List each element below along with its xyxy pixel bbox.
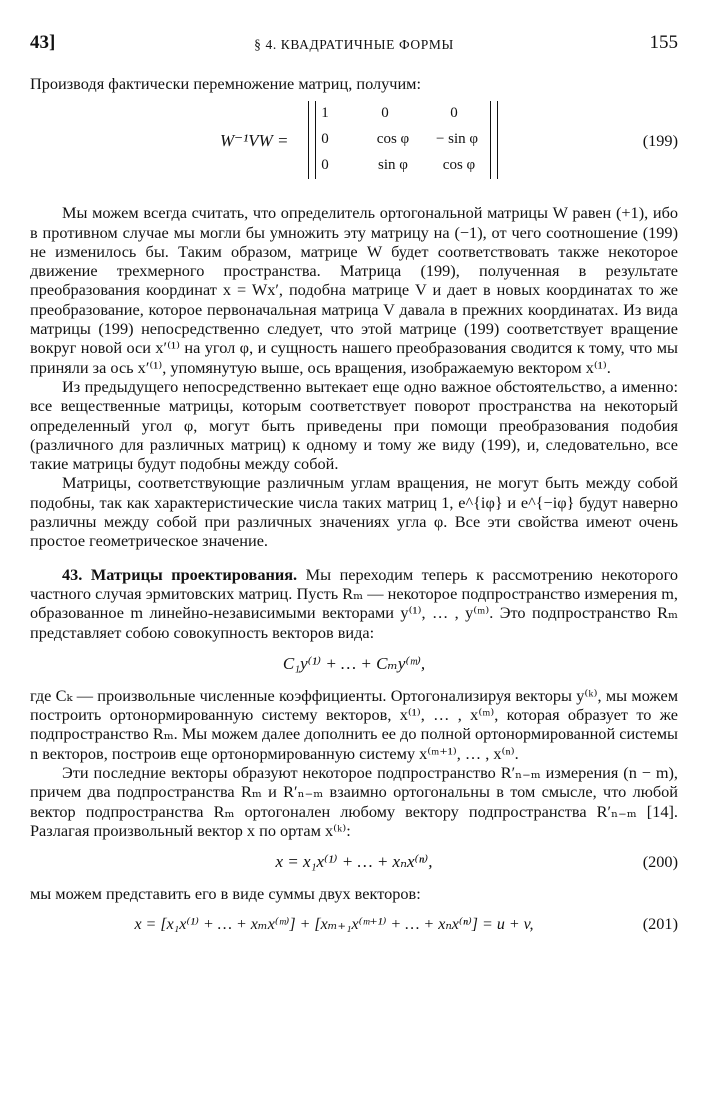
- matrix-cell: − sin φ: [435, 131, 479, 148]
- matrix-cell: cos φ: [376, 131, 410, 148]
- page: [30, 28, 678, 944]
- running-title: § 4. КВАДРАТИЧНЫЕ ФОРМЫ: [254, 37, 454, 52]
- equation-number: (200): [642, 852, 678, 872]
- section-title: 43. Матрицы проектирования.: [62, 564, 298, 584]
- formula-text: x = x₁x⁽¹⁾ + … + xₙx⁽ⁿ⁾,: [275, 852, 433, 872]
- paragraph: где Cₖ — произвольные численные коэффициенты. Ортогонализируя векторы y⁽ᵏ⁾, мы можем построить ортонормированную систему векторов, x⁽¹⁾, … , x⁽ᵐ⁾, которая образует то же подпространство Rₘ. Мы можем далее дополнить ее до полной ортонормированной системы n векторов, построив еще ортонормированную систему x⁽ᵐ⁺¹⁾, … , x⁽ⁿ⁾.: [30, 685, 678, 763]
- equation-number: (201): [642, 913, 678, 933]
- formula-text: C₁y⁽¹⁾ + … + Cₘy⁽ᵐ⁾,: [282, 653, 426, 673]
- section-text: Мы переходим теперь к рассмотрению некоторого частного случая эрмитовских матриц. Пусть Rₘ — некоторое подпространство измерения m, образованное m линейно-независимыми векторами y⁽¹⁾, … , y⁽ᵐ⁾. Это подпространство Rₘ представляет собою совокупность векторов вида:: [30, 564, 678, 642]
- matrix-equation-199: [30, 101, 678, 189]
- intro-line: Производя фактически перемножение матриц, получим:: [30, 74, 422, 93]
- formula-linear-combination: [30, 642, 678, 686]
- section-paragraph: [30, 565, 678, 642]
- section-number: 43]: [30, 32, 56, 53]
- paragraph: Матрицы, соответствующие различным углам вращения, не могут быть между собой подобны, так как характеристические числа таких матриц 1, e^{iφ} и e^{−iφ} будут наверно различны между собой при различных значениях угла φ. Все эти свойства имеют очень простое геометрическое значение.: [30, 473, 678, 551]
- formula-201: [30, 904, 678, 944]
- page-number: 155: [649, 32, 678, 53]
- matrix-lhs: W⁻¹VW =: [220, 131, 289, 151]
- matrix-cell: 1: [321, 105, 329, 122]
- equation-number: (199): [642, 131, 678, 151]
- formula-text: x = [x₁x⁽¹⁾ + … + xₘx⁽ᵐ⁾] + [xₘ₊₁x⁽ᵐ⁺¹⁾ + … + xₙx⁽ⁿ⁾] = u + v,: [134, 915, 534, 933]
- matrix-cell: cos φ: [442, 157, 476, 174]
- formula-200: [30, 840, 678, 884]
- paragraph: Мы можем всегда считать, что определитель ортогональной матрицы W равен (+1), ибо в противном случае мы могли бы умножить эту матрицу на (−1), от чего соотношение (199) не изменилось бы. Таким образом, матрице W будет соответствовать также некоторое движение трехмерного пространства. Матрица (199), полученная в результате преобразования координат x = Wx′, подобна матрице V и дает в новых координатах то же преобразование, которое первоначальная матрица V давала в прежних координатах. Из вида матрицы (199) непосредственно следует, что этой матрице (199) соответствует вращение вокруг новой оси x′⁽¹⁾ на угол φ, и сущность нашего преобразования сводится к тому, что мы приняли за ось x′⁽¹⁾, упомянутую выше, ось вращения, изображаемую вектором x⁽¹⁾.: [30, 203, 678, 377]
- matrix-cell: 0: [321, 131, 329, 148]
- matrix-cell: 0: [381, 105, 389, 122]
- paragraph: мы можем представить его в виде суммы двух векторов:: [30, 884, 421, 904]
- paragraph: Эти последние векторы образуют некоторое подпространство R′ₙ₋ₘ измерения (n − m), причем два подпространства Rₘ и R′ₙ₋ₘ взаимно ортогональны в том смысле, что любой вектор подпространства Rₘ ортогонален любому вектору подпространства R′ₙ₋ₘ [14]. Разлагая произвольный вектор x по ортам x⁽ᵏ⁾:: [30, 763, 678, 840]
- matrix-cell: 0: [321, 157, 329, 174]
- matrix-cell: 0: [450, 105, 458, 122]
- paragraph: Из предыдущего непосредственно вытекает еще одно важное обстоятельство, а именно: все вещественные матрицы, которым соответствует поворот пространства на некоторый определенный угол φ, могут быть приведены при помощи преобразования подобия (различного для различных матриц) к одному и тому же виду (199), и, следовательно, все такие матрицы будут подобны между собой.: [30, 376, 678, 474]
- matrix-cell: sin φ: [378, 157, 408, 174]
- running-header: [30, 28, 678, 58]
